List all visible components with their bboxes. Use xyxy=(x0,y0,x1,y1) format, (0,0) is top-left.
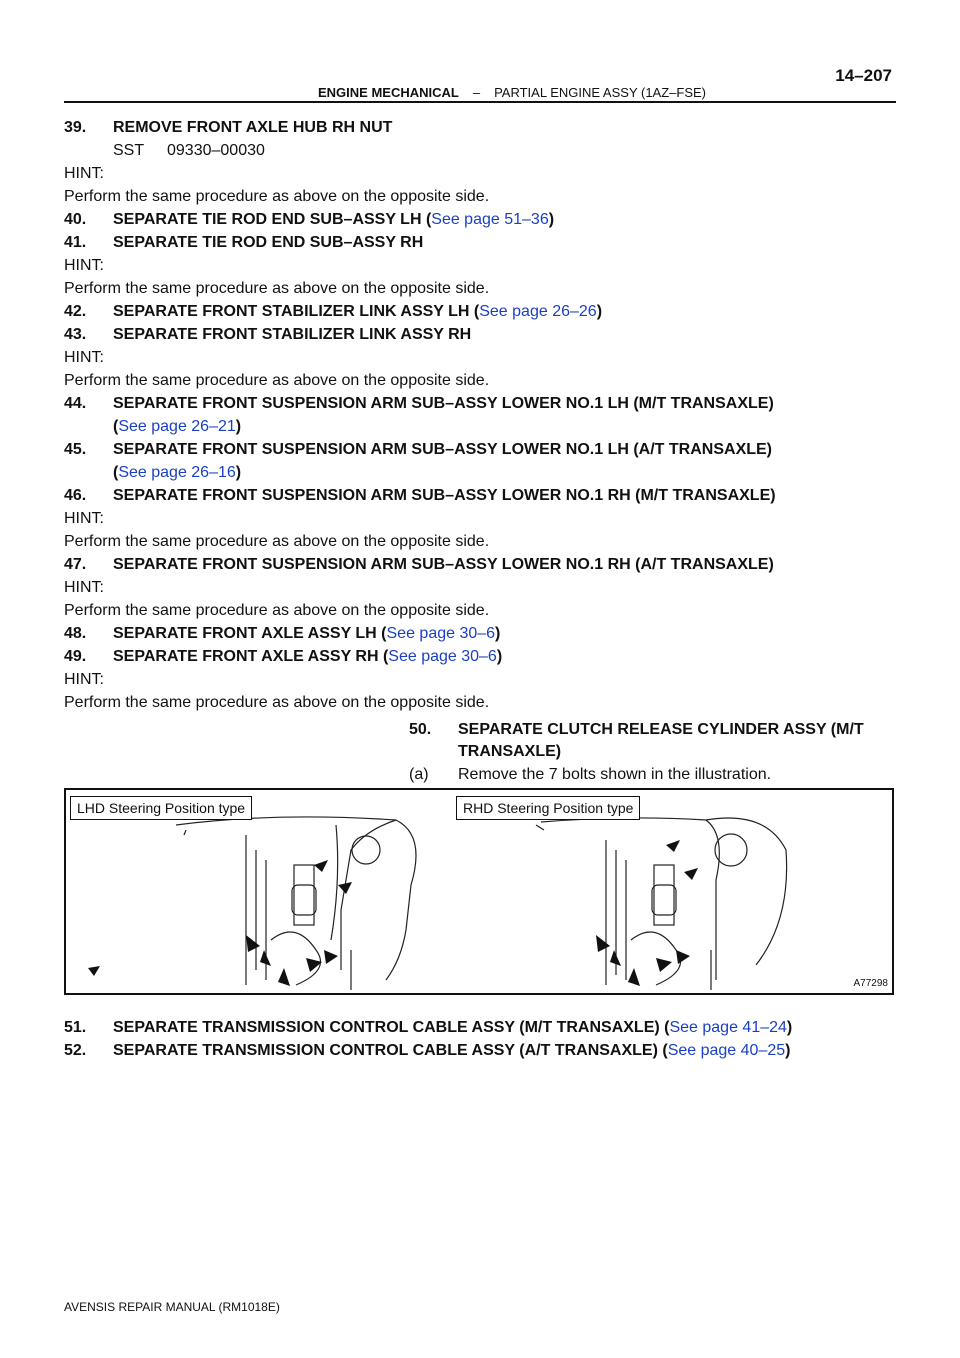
sst-label: SST xyxy=(113,142,145,159)
hint-label xyxy=(64,255,104,277)
hint-body-text: Perform the same procedure as above on the opposite side. xyxy=(64,188,490,205)
see-page-link[interactable]: See page 26–21 xyxy=(118,418,236,435)
sst-code: 09330–00030 xyxy=(167,142,265,159)
step-number: 40. xyxy=(64,211,87,228)
paren-open: ( xyxy=(113,418,119,435)
step-number: 39. xyxy=(64,119,87,136)
step-line xyxy=(64,393,774,415)
step-line xyxy=(64,232,423,254)
page-number: 14–207 xyxy=(835,66,892,85)
step-line xyxy=(64,1040,790,1062)
step-number: 45. xyxy=(64,441,87,458)
hint-label xyxy=(64,669,104,691)
step-number: 51. xyxy=(64,1019,87,1036)
lhd-label: LHD Steering Position type xyxy=(70,796,252,820)
step-50-line2: TRANSAXLE) xyxy=(458,743,562,760)
step-title: SEPARATE FRONT STABILIZER LINK ASSY RH xyxy=(113,326,472,343)
paren-close: ) xyxy=(786,1019,793,1036)
step-line xyxy=(64,324,471,346)
hint-text: HINT: xyxy=(64,257,104,274)
hint-body xyxy=(64,692,489,714)
header-section: ENGINE MECHANICAL xyxy=(318,85,459,100)
step-title: SEPARATE FRONT STABILIZER LINK ASSY LH ( xyxy=(113,303,480,320)
hint-text: HINT: xyxy=(64,579,104,596)
hint-body-text: Perform the same procedure as above on the opposite side. xyxy=(64,694,490,711)
footer: AVENSIS REPAIR MANUAL (RM1018E) xyxy=(64,1300,280,1314)
see-page-link[interactable]: See page 51–36 xyxy=(431,211,549,228)
step-50a: (a) Remove the 7 bolts shown in the illustration. xyxy=(409,766,772,783)
sst-line xyxy=(113,140,265,162)
hint-label xyxy=(64,508,104,530)
hint-body xyxy=(64,370,489,392)
see-page-link[interactable]: See page 40–25 xyxy=(667,1042,786,1059)
hint-text: HINT: xyxy=(64,349,104,366)
paren-close: ) xyxy=(235,464,242,481)
step-title: SEPARATE FRONT SUSPENSION ARM SUB–ASSY LOWER NO.1 RH (M/T TRANSAXLE) xyxy=(113,487,776,504)
step-line xyxy=(64,301,602,323)
step-line xyxy=(64,439,772,461)
hint-text: HINT: xyxy=(64,671,104,688)
step-title: SEPARATE FRONT SUSPENSION ARM SUB–ASSY LOWER NO.1 LH (A/T TRANSAXLE) xyxy=(113,441,773,458)
see-page-link[interactable]: See page 26–26 xyxy=(479,303,597,320)
paren-close: ) xyxy=(548,211,555,228)
step-title: SEPARATE FRONT AXLE ASSY LH ( xyxy=(113,625,387,642)
hint-text: HINT: xyxy=(64,510,104,527)
header-title xyxy=(318,85,706,100)
see-page-link[interactable]: See page 30–6 xyxy=(388,648,497,665)
step-line xyxy=(64,209,554,231)
step-line xyxy=(64,646,502,668)
step-title: REMOVE FRONT AXLE HUB RH NUT xyxy=(113,119,393,136)
hint-body-text: Perform the same procedure as above on the opposite side. xyxy=(64,372,490,389)
paren-close: ) xyxy=(235,418,242,435)
step-title: SEPARATE FRONT AXLE ASSY RH ( xyxy=(113,648,389,665)
page-header xyxy=(64,62,896,102)
hint-body-text: Perform the same procedure as above on the opposite side. xyxy=(64,280,490,297)
rhd-label: RHD Steering Position type xyxy=(456,796,640,820)
paren-open: ( xyxy=(113,464,119,481)
step-number: 47. xyxy=(64,556,87,573)
step-line xyxy=(64,485,776,507)
step-50-line1: 50. SEPARATE CLUTCH RELEASE CYLINDER ASSY (M/T xyxy=(409,721,864,738)
step-line xyxy=(64,554,774,576)
header-rule xyxy=(64,101,896,103)
paren-close: ) xyxy=(495,625,501,642)
hint-body xyxy=(64,186,489,208)
step-number: 42. xyxy=(64,303,87,320)
hint-label xyxy=(64,163,104,185)
step-continuation xyxy=(113,416,241,438)
step-title: SEPARATE FRONT SUSPENSION ARM SUB–ASSY LOWER NO.1 RH (A/T TRANSAXLE) xyxy=(113,556,774,573)
step-title: SEPARATE TRANSMISSION CONTROL CABLE ASSY (M/T TRANSAXLE) ( xyxy=(113,1019,670,1036)
step-number: 49. xyxy=(64,648,87,665)
engine-illustration xyxy=(66,790,892,993)
paren-close: ) xyxy=(496,648,503,665)
hint-label xyxy=(64,577,104,599)
step-number: 52. xyxy=(64,1042,87,1059)
step-line xyxy=(64,1017,792,1039)
step-number: 43. xyxy=(64,326,87,343)
step-title: SEPARATE TIE ROD END SUB–ASSY RH xyxy=(113,234,424,251)
hint-label xyxy=(64,347,104,369)
see-page-link[interactable]: See page 41–24 xyxy=(669,1019,787,1036)
step-number: 44. xyxy=(64,395,87,412)
step-title: SEPARATE TRANSMISSION CONTROL CABLE ASSY (A/T TRANSAXLE) ( xyxy=(113,1042,668,1059)
header-separator: – xyxy=(472,85,481,100)
hint-text: HINT: xyxy=(64,165,104,182)
figure-id: A77298 xyxy=(853,978,888,989)
hint-body xyxy=(64,600,489,622)
hint-body-text: Perform the same procedure as above on the opposite side. xyxy=(64,602,490,619)
paren-close: ) xyxy=(785,1042,791,1059)
step-title: SEPARATE TIE ROD END SUB–ASSY LH ( xyxy=(113,211,432,228)
see-page-link[interactable]: See page 26–16 xyxy=(118,464,236,481)
step-continuation xyxy=(113,462,241,484)
step-number: 41. xyxy=(64,234,87,251)
hint-body-text: Perform the same procedure as above on the opposite side. xyxy=(64,533,490,550)
step-title: SEPARATE FRONT SUSPENSION ARM SUB–ASSY LOWER NO.1 LH (M/T TRANSAXLE) xyxy=(113,395,774,412)
step-line xyxy=(64,117,392,139)
hint-body xyxy=(64,278,489,300)
header-subsection: PARTIAL ENGINE ASSY (1AZ–FSE) xyxy=(494,85,707,100)
step-number: 46. xyxy=(64,487,87,504)
hint-body xyxy=(64,531,489,553)
step-number: 48. xyxy=(64,625,87,642)
see-page-link[interactable]: See page 30–6 xyxy=(386,625,496,642)
step-line xyxy=(64,623,500,645)
illustration-figure xyxy=(64,788,894,995)
paren-close: ) xyxy=(596,303,603,320)
